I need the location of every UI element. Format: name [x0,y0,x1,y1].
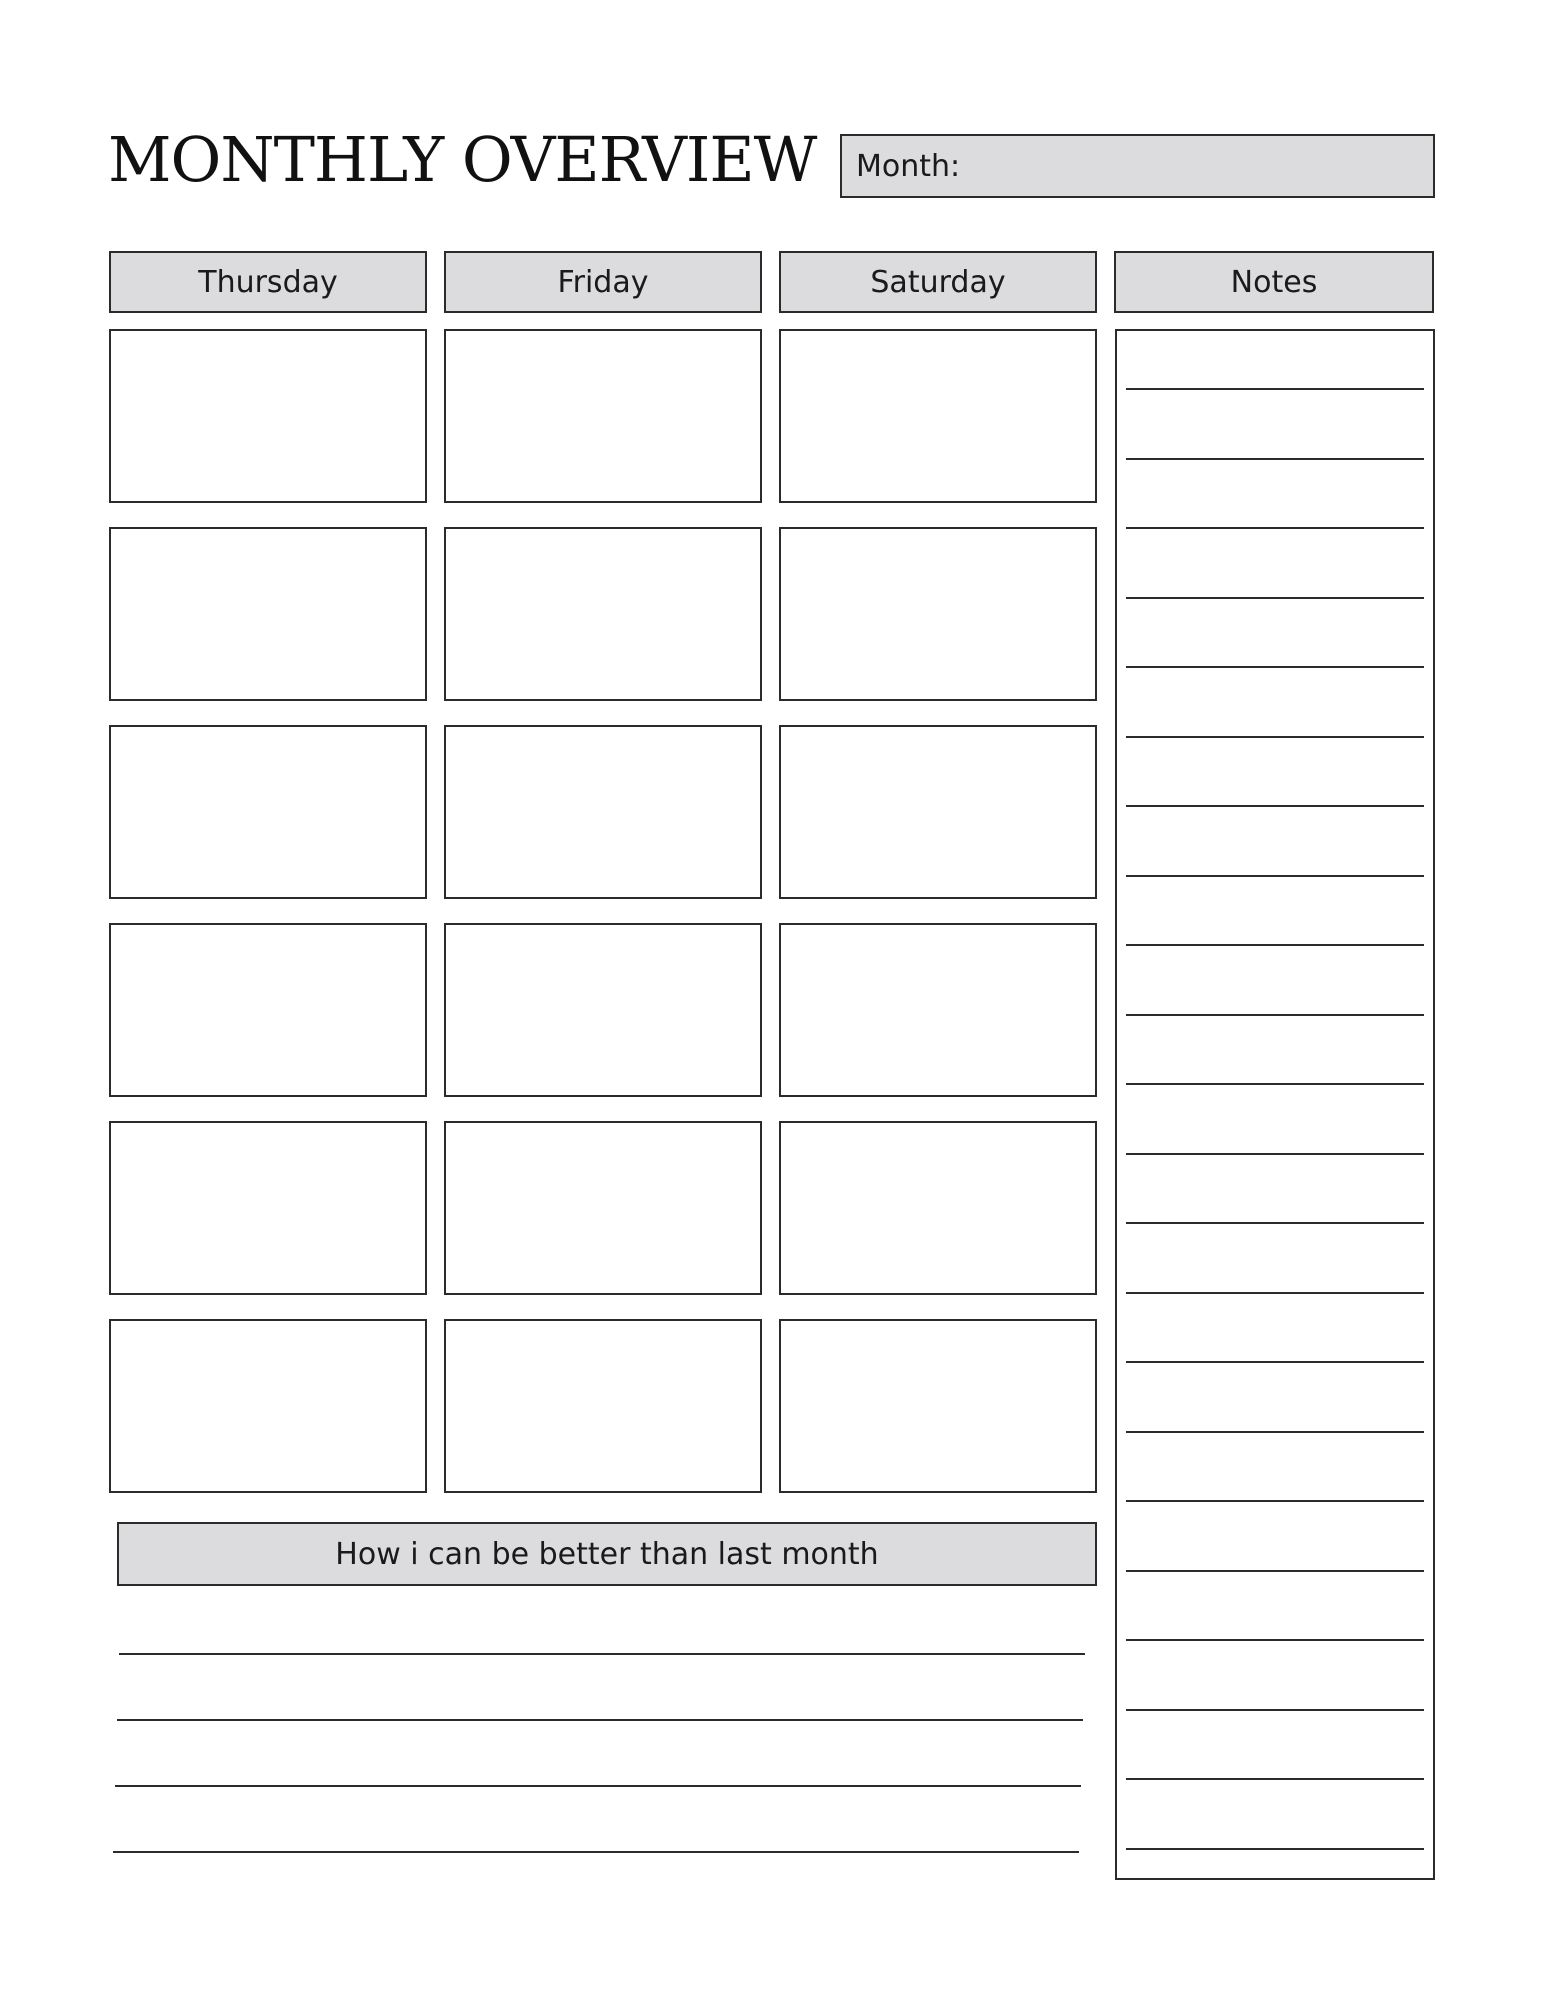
day-header-thursday [109,251,427,313]
notes-line[interactable] [1126,1848,1424,1850]
notes-line[interactable] [1126,1570,1424,1572]
notes-header [1114,251,1434,313]
reflection-line[interactable] [115,1785,1081,1787]
reflection-line[interactable] [119,1653,1085,1655]
page-title: MONTHLY OVERVIEW [108,123,817,196]
day-cell-friday-row-6[interactable] [444,1319,762,1493]
reflection-line[interactable] [117,1719,1083,1721]
notes-line[interactable] [1126,1083,1424,1085]
day-cell-friday-row-1[interactable] [444,329,762,503]
day-header-label: Saturday [870,264,1006,300]
day-cell-thursday-row-5[interactable] [109,1121,427,1295]
reflection-line[interactable] [113,1851,1079,1853]
notes-line[interactable] [1126,1500,1424,1502]
notes-header-label: Notes [1230,264,1318,300]
day-cell-saturday-row-6[interactable] [779,1319,1097,1493]
day-header-friday [444,251,762,313]
day-cell-friday-row-5[interactable] [444,1121,762,1295]
notes-line[interactable] [1126,1361,1424,1363]
day-cell-saturday-row-5[interactable] [779,1121,1097,1295]
notes-line[interactable] [1126,527,1424,529]
notes-line[interactable] [1126,805,1424,807]
day-cell-saturday-row-4[interactable] [779,923,1097,1097]
notes-line[interactable] [1126,1222,1424,1224]
notes-panel[interactable] [1115,329,1435,1880]
day-cell-thursday-row-1[interactable] [109,329,427,503]
month-label: Month: [856,148,961,184]
day-cell-friday-row-2[interactable] [444,527,762,701]
day-header-label: Thursday [198,264,338,300]
day-cell-friday-row-4[interactable] [444,923,762,1097]
reflection-header-label: How i can be better than last month [335,1536,879,1572]
notes-line[interactable] [1126,597,1424,599]
notes-line[interactable] [1126,736,1424,738]
day-cell-thursday-row-6[interactable] [109,1319,427,1493]
notes-line[interactable] [1126,458,1424,460]
notes-line[interactable] [1126,1153,1424,1155]
day-cell-thursday-row-4[interactable] [109,923,427,1097]
notes-line[interactable] [1126,944,1424,946]
month-field[interactable] [840,134,1435,198]
notes-line[interactable] [1126,666,1424,668]
notes-line[interactable] [1126,1014,1424,1016]
notes-line[interactable] [1126,388,1424,390]
day-cell-thursday-row-3[interactable] [109,725,427,899]
notes-line[interactable] [1126,1778,1424,1780]
day-header-saturday [779,251,1097,313]
notes-line[interactable] [1126,1431,1424,1433]
notes-line[interactable] [1126,1709,1424,1711]
notes-line[interactable] [1126,875,1424,877]
day-cell-friday-row-3[interactable] [444,725,762,899]
notes-line[interactable] [1126,1292,1424,1294]
day-cell-saturday-row-3[interactable] [779,725,1097,899]
day-cell-saturday-row-1[interactable] [779,329,1097,503]
day-cell-thursday-row-2[interactable] [109,527,427,701]
notes-line[interactable] [1126,1639,1424,1641]
reflection-header [117,1522,1097,1586]
day-cell-saturday-row-2[interactable] [779,527,1097,701]
day-header-label: Friday [557,264,649,300]
